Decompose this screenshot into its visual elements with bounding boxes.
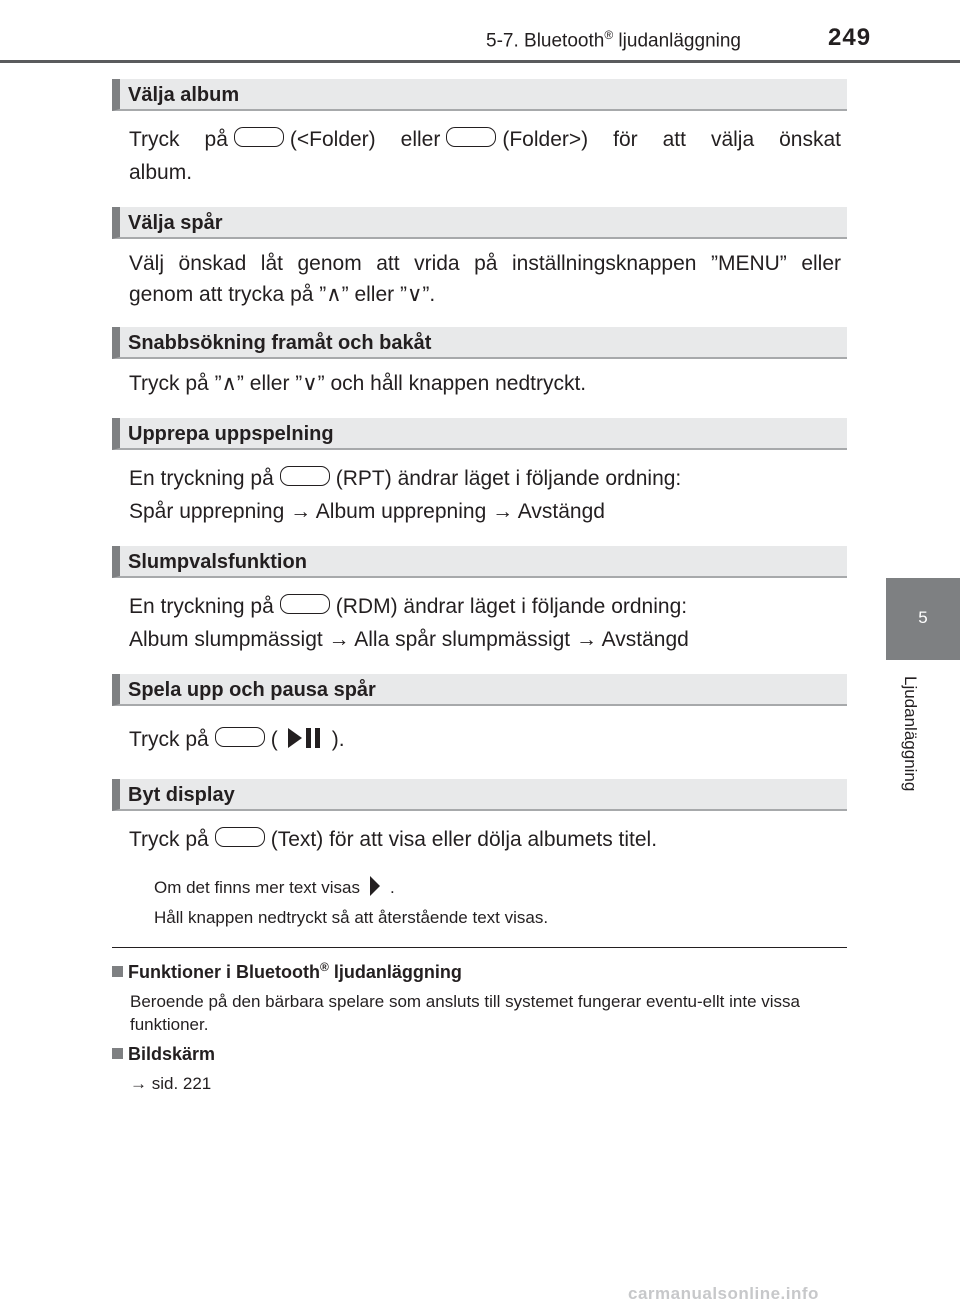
note-heading-screen: Bildskärm — [112, 1044, 215, 1065]
watermark: carmanualsonline.info — [628, 1284, 819, 1303]
heading-choose-album: Välja album — [112, 79, 847, 111]
random-line-1: En tryckning på (RDM) ändrar läget i följande ordning: — [129, 595, 688, 618]
play-pause-icon — [286, 726, 324, 750]
section-title: 5-7. Bluetooth — [486, 30, 605, 52]
notes-divider — [112, 947, 847, 948]
button-icon — [446, 127, 496, 147]
display-note-1: Om det finns mer text visas . — [154, 874, 395, 898]
play-line-1: Tryck på ( ). — [129, 728, 345, 751]
button-icon — [234, 127, 284, 147]
note-screen-text: → sid. 221 — [130, 1074, 212, 1093]
heading-play-pause: Spela upp och pausa spår — [112, 674, 847, 706]
random-line-2: Album slumpmässigt → Alla spår slumpmässigt → Avstängd — [129, 628, 689, 651]
repeat-line-1: En tryckning på (RPT) ändrar läget i följande ordning: — [129, 467, 682, 490]
fast-line-1: Tryck på ”∧” eller ”∨” och håll knappen nedtryckt. — [129, 372, 587, 395]
registered-mark: ® — [604, 28, 614, 42]
heading-fast-search: Snabbsökning framåt och bakåt — [112, 327, 847, 359]
button-icon — [280, 594, 330, 614]
square-bullet-icon — [112, 1048, 123, 1059]
heading-random: Slumpvalsfunktion — [112, 546, 847, 578]
repeat-line-2: Spår upprepning → Album upprepning → Avstängd — [129, 500, 605, 523]
album-line-2: album. — [129, 161, 193, 184]
display-line-1: Tryck på (Text) för att visa eller dölja albumets titel. — [129, 828, 658, 851]
chapter-tab — [886, 578, 960, 660]
section-suffix: ljudanläggning — [613, 30, 741, 52]
track-line-2: genom att trycka på ”∧” eller ”∨”. — [129, 283, 436, 306]
track-line-1: Välj önskad låt genom att vrida på inställningsknappen ”MENU” eller — [129, 252, 841, 275]
album-line-1: Tryck på (<Folder) eller (Folder>) för att välja önskat — [129, 128, 841, 151]
button-icon — [215, 727, 265, 747]
note-heading-functions: Funktioner i Bluetooth® ljudanläggning — [112, 960, 462, 983]
square-bullet-icon — [112, 966, 123, 977]
chapter-number: 5 — [918, 608, 928, 627]
heading-change-display: Byt display — [112, 779, 847, 811]
more-text-arrow-icon — [368, 874, 382, 898]
page-number: 249 — [828, 24, 872, 51]
heading-repeat: Upprepa uppspelning — [112, 418, 847, 450]
display-note-2: Håll knappen nedtryckt så att återstående text visas. — [154, 908, 549, 927]
chapter-label: Ljudanläggning — [901, 676, 920, 792]
running-header — [486, 28, 741, 52]
header-rule — [0, 60, 960, 63]
note-functions-text: Beroende på den bärbara spelare som ansluts till systemet fungerar eventu-ellt inte vissa funktioner. — [130, 992, 800, 1034]
button-icon — [215, 827, 265, 847]
button-icon — [280, 466, 330, 486]
heading-choose-track: Välja spår — [112, 207, 847, 239]
